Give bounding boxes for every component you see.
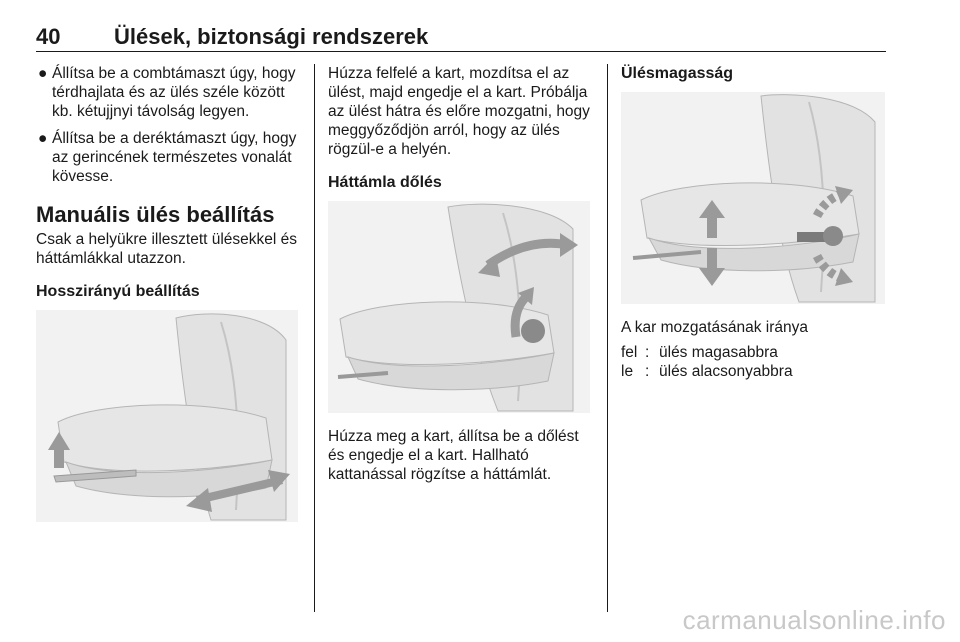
column-2 bbox=[328, 64, 594, 484]
table-row bbox=[621, 362, 793, 381]
backrest-recline-illustration bbox=[328, 201, 590, 413]
page-header bbox=[36, 22, 886, 54]
recline-instructions: Húzza meg a kart, állítsa be a dőlést és engedje el a kart. Hallható kattanással rögzítse a háttámlát. bbox=[328, 428, 579, 483]
column-divider-1 bbox=[314, 64, 315, 612]
page-number: 40 bbox=[36, 24, 61, 49]
bullet-icon: ● bbox=[38, 65, 48, 82]
def-value: ülés alacsonyabbra bbox=[659, 363, 793, 380]
bullet-list bbox=[36, 64, 302, 186]
table-row bbox=[621, 343, 793, 362]
bullet-text: Állítsa be a combtámaszt úgy, hogy térdhajlata és az ülés széle között kb. kétujjnyi távolság legyen. bbox=[52, 65, 296, 120]
column-3 bbox=[621, 64, 887, 381]
header-rule bbox=[36, 51, 886, 52]
seat-height-illustration bbox=[621, 92, 885, 304]
intro-text: Csak a helyükre illesztett ülésekkel és háttámlákkal utazzon. bbox=[36, 231, 298, 267]
subheading-backrest: Háttámla dőlés bbox=[328, 174, 442, 191]
longitudinal-instructions: Húzza felfelé a kart, mozdítsa el az ülést, majd engedje el a kart. Próbálja az ülést hátra és előre mozgatni, hogy meggyőződjön arról, hogy az ülés rögzül-e a helyén. bbox=[328, 65, 590, 158]
list-item bbox=[36, 129, 302, 186]
def-sep: : bbox=[645, 344, 650, 361]
column-divider-2 bbox=[607, 64, 608, 612]
def-key: le bbox=[621, 363, 634, 380]
column-1 bbox=[36, 64, 302, 522]
watermark: carmanualsonline.info bbox=[682, 605, 946, 635]
subheading-seat-height: Ülésmagasság bbox=[621, 65, 734, 82]
seat-longitudinal-illustration bbox=[36, 310, 298, 522]
bullet-text: Állítsa be a deréktámaszt úgy, hogy az gerincének természetes vonalát kövesse. bbox=[52, 130, 297, 185]
subheading-longitudinal: Hosszirányú beállítás bbox=[36, 283, 200, 300]
def-value: ülés magasabbra bbox=[659, 344, 778, 361]
section-heading: Manuális ülés beállítás bbox=[36, 202, 275, 227]
def-key: fel bbox=[621, 344, 638, 361]
bullet-icon: ● bbox=[38, 130, 48, 147]
list-item bbox=[36, 64, 302, 121]
chapter-title: Ülések, biztonsági rendszerek bbox=[114, 24, 429, 49]
def-sep: : bbox=[645, 363, 650, 380]
direction-definitions bbox=[621, 343, 793, 381]
lever-direction-caption: A kar mozgatásának iránya bbox=[621, 319, 808, 336]
